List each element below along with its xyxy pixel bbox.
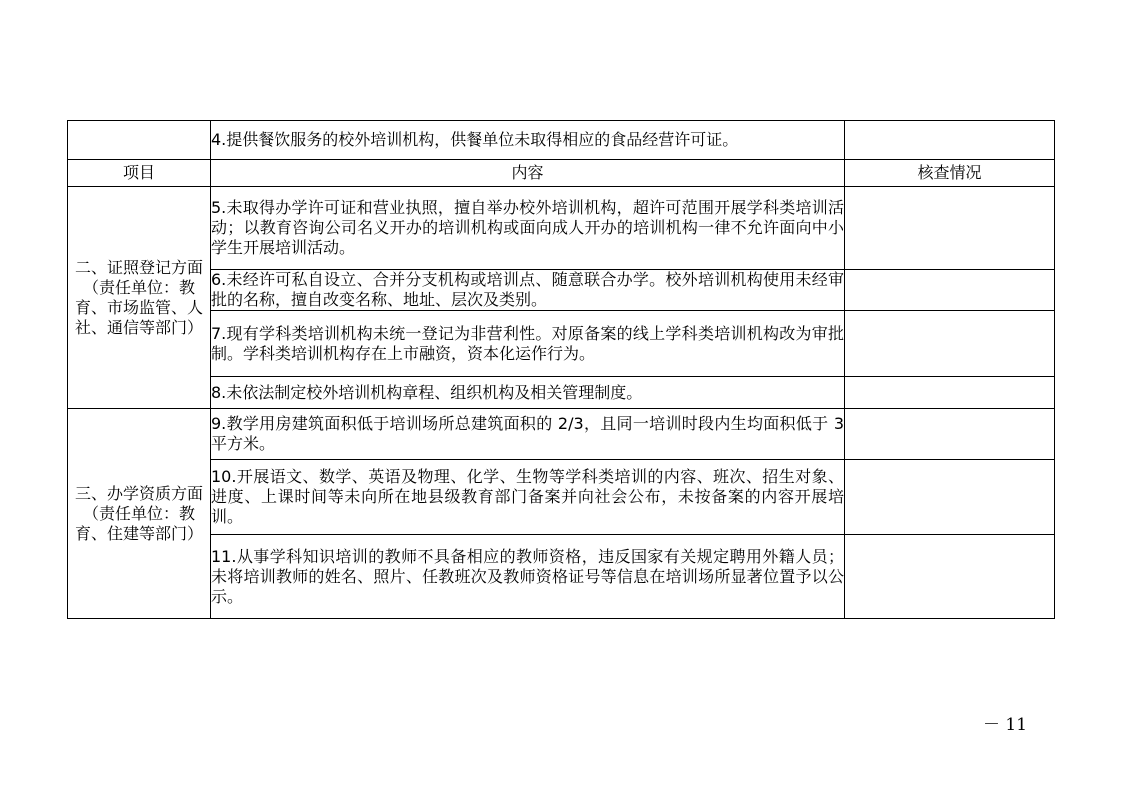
check-result-cell[interactable]: [845, 535, 1055, 619]
check-result-cell[interactable]: [845, 121, 1055, 160]
document-sheet: [67, 120, 1055, 619]
content-cell: 9.教学用房建筑面积低于培训场所总建筑面积的 2/3，且同一培训时段内生均面积低于 3 平方米。: [211, 409, 845, 460]
table-row: [68, 187, 1055, 270]
check-result-cell[interactable]: [845, 311, 1055, 377]
content-cell: 11.从事学科知识培训的教师不具备相应的教师资格，违反国家有关规定聘用外籍人员；未将培训教师的姓名、照片、任教班次及教师资格证号等信息在培训场所显著位置予以公示。: [211, 535, 845, 619]
table-row: [68, 377, 1055, 409]
page-number: － 11: [983, 715, 1028, 735]
table-row: [68, 121, 1055, 160]
content-cell: 10.开展语文、数学、英语及物理、化学、生物等学科类培训的内容、班次、招生对象、进度、上课时间等未向所在地县级教育部门备案并向社会公布，未按备案的内容开展培训。: [211, 460, 845, 535]
table-row: [68, 270, 1055, 311]
check-result-cell[interactable]: [845, 460, 1055, 535]
section-label-licensing: 二、证照登记方面（责任单位：教育、市场监管、人社、通信等部门）: [68, 187, 211, 409]
content-cell: 8.未依法制定校外培训机构章程、组织机构及相关管理制度。: [211, 377, 845, 409]
table-row: [68, 409, 1055, 460]
item-cell: [68, 121, 211, 160]
check-result-cell[interactable]: [845, 270, 1055, 311]
header-check-result: 核查情况: [845, 160, 1055, 187]
section-label-qualification: 三、办学资质方面（责任单位：教育、住建等部门）: [68, 409, 211, 619]
content-cell: 5.未取得办学许可证和营业执照，擅自举办校外培训机构，超许可范围开展学科类培训活动；以教育咨询公司名义开办的培训机构或面向成人开办的培训机构一律不允许面向中小学生开展培训活动。: [211, 187, 845, 270]
check-result-cell[interactable]: [845, 377, 1055, 409]
check-result-cell[interactable]: [845, 187, 1055, 270]
table-header-row: [68, 160, 1055, 187]
inspection-checklist-table: [67, 120, 1055, 619]
table-row: [68, 311, 1055, 377]
table-row: [68, 460, 1055, 535]
content-cell: 4.提供餐饮服务的校外培训机构，供餐单位未取得相应的食品经营许可证。: [211, 121, 845, 160]
content-cell: 7.现有学科类培训机构未统一登记为非营利性。对原备案的线上学科类培训机构改为审批制。学科类培训机构存在上市融资，资本化运作行为。: [211, 311, 845, 377]
table-row: [68, 535, 1055, 619]
content-cell: 6.未经许可私自设立、合并分支机构或培训点、随意联合办学。校外培训机构使用未经审批的名称，擅自改变名称、地址、层次及类别。: [211, 270, 844, 309]
header-item: 项目: [68, 160, 211, 187]
check-result-cell[interactable]: [845, 409, 1055, 460]
header-content: 内容: [211, 160, 845, 187]
